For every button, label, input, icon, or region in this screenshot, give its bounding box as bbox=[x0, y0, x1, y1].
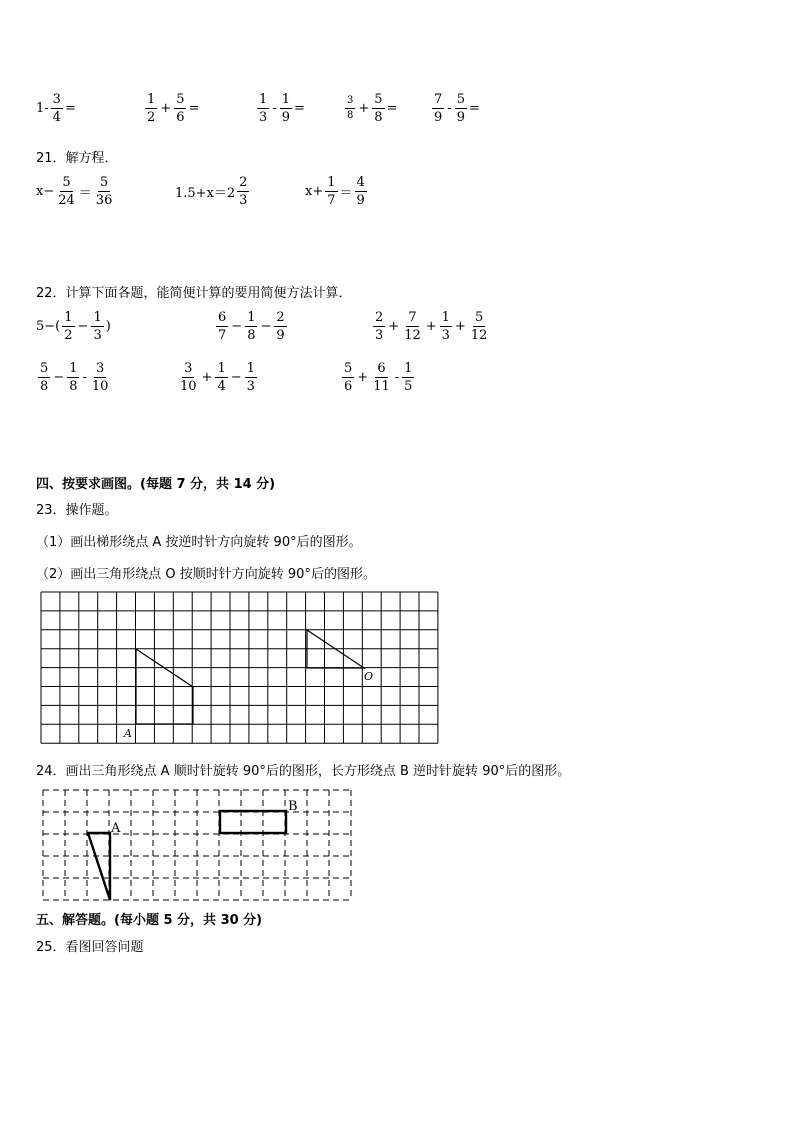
calc-expr-4: $\frac{5}{8}$ − $\frac{1}{8}$ - $\frac{3}{10}$ bbox=[40, 360, 109, 394]
fraction: $\frac{1}{8}$ bbox=[247, 309, 256, 343]
calc-expr-6: $\frac{5}{6}$ + $\frac{6}{11}$ - $\frac{1}{5}$ bbox=[344, 360, 413, 394]
expr-1-minus-3-4: 1- $\frac{3}{4}$ = bbox=[36, 91, 76, 125]
point-a-label: A bbox=[111, 821, 121, 836]
question-22-title: 22．计算下面各题，能简便计算的要用简便方法计算． bbox=[36, 286, 352, 301]
fraction: $\frac{2}{9}$ bbox=[276, 309, 285, 343]
point-b-label: B bbox=[288, 799, 298, 814]
rotation-grid-q24 bbox=[40, 788, 356, 904]
question-23-sub-2: （2）画出三角形绕点 O 按顺时针方向旋转 90°后的图形。 bbox=[36, 567, 376, 582]
fraction: $\frac{5}{8}$ bbox=[374, 91, 383, 125]
point-o-label: O bbox=[364, 670, 374, 683]
expr-3-8-plus-5-8: $\frac{3}{8}$ + $\frac{5}{8}$ = bbox=[347, 91, 398, 125]
calc-expr-3: $\frac{2}{3}$ + $\frac{7}{12}$ + $\frac{1}{3}$ + $\frac{5}{12}$ bbox=[375, 309, 488, 343]
fraction: $\frac{3}{10}$ bbox=[91, 360, 109, 394]
question-23-title: 23．操作题。 bbox=[36, 503, 118, 518]
fraction: $\frac{5}{36}$ bbox=[95, 174, 113, 208]
calc-expr-2: $\frac{6}{7}$ − $\frac{1}{8}$ − $\frac{2}{9}$ bbox=[218, 309, 285, 343]
fraction: $\frac{1}{3}$ bbox=[259, 91, 268, 125]
calc-expr-1: 5−( $\frac{1}{2}$ − $\frac{1}{3}$ ) bbox=[36, 309, 111, 343]
fraction: $\frac{3}{10}$ bbox=[180, 360, 197, 394]
question-25-title: 25．看图回答问题 bbox=[36, 940, 144, 955]
fraction: $\frac{1}{3}$ bbox=[93, 309, 102, 343]
question-23-sub-1: （1）画出梯形绕点 A 按逆时针方向旋转 90°后的图形。 bbox=[36, 535, 362, 550]
fraction: $\frac{1}{5}$ bbox=[404, 360, 413, 394]
fraction: $\frac{6}{7}$ bbox=[218, 309, 227, 343]
expr-7-9-minus-5-9: $\frac{7}{9}$ - $\frac{5}{9}$ = bbox=[434, 91, 480, 125]
fraction: $\frac{1}{4}$ bbox=[217, 360, 226, 394]
fraction: $\frac{5}{8}$ bbox=[40, 360, 49, 394]
fraction: $\frac{2}{3}$ bbox=[375, 309, 384, 343]
equation-3: x+ $\frac{1}{7}$ ＝ $\frac{4}{9}$ bbox=[305, 174, 365, 208]
equation-1: x− $\frac{5}{24}$ ＝ $\frac{5}{36}$ bbox=[36, 174, 113, 208]
fraction: $\frac{3}{4}$ bbox=[52, 91, 61, 125]
fraction: $\frac{1}{7}$ bbox=[327, 174, 336, 208]
fraction: $\frac{3}{8}$ bbox=[347, 94, 354, 121]
fraction: $\frac{1}{3}$ bbox=[441, 309, 450, 343]
fraction: $\frac{6}{11}$ bbox=[373, 360, 390, 394]
question-24-title: 24．画出三角形绕点 A 顺时针旋转 90°后的图形，长方形绕点 B 逆时针旋转 90°后的图形。 bbox=[36, 764, 571, 779]
expr-1-3-minus-1-9: $\frac{1}{3}$ - $\frac{1}{9}$ = bbox=[259, 91, 305, 125]
fraction: $\frac{1}{8}$ bbox=[69, 360, 78, 394]
fraction: $\frac{2}{3}$ bbox=[239, 174, 248, 208]
fraction: $\frac{7}{9}$ bbox=[434, 91, 443, 125]
equation-2: 1.5+x＝2 $\frac{2}{3}$ bbox=[175, 174, 248, 208]
rotation-grid-q23 bbox=[40, 590, 440, 746]
fraction: $\frac{1}{2}$ bbox=[147, 91, 156, 125]
fraction: $\frac{5}{6}$ bbox=[176, 91, 185, 125]
fraction: $\frac{4}{9}$ bbox=[356, 174, 365, 208]
question-21-title: 21．解方程． bbox=[36, 151, 118, 166]
triangle-shape bbox=[88, 833, 110, 900]
fraction: $\frac{1}{3}$ bbox=[246, 360, 255, 394]
fraction: $\frac{5}{24}$ bbox=[58, 174, 75, 208]
point-a-label: A bbox=[124, 727, 132, 740]
section-4-heading: 四、按要求画图。(每题 7 分，共 14 分) bbox=[36, 477, 276, 492]
fraction: $\frac{1}{9}$ bbox=[281, 91, 290, 125]
section-5-heading: 五、解答题。(每小题 5 分，共 30 分) bbox=[36, 913, 263, 928]
expr-1-2-plus-5-6: $\frac{1}{2}$ + $\frac{5}{6}$ = bbox=[147, 91, 200, 125]
calc-expr-5: $\frac{3}{10}$ + $\frac{1}{4}$ − $\frac{1}{3}$ bbox=[180, 360, 255, 394]
fraction: $\frac{5}{6}$ bbox=[344, 360, 353, 394]
rectangle-shape bbox=[220, 811, 286, 833]
fraction: $\frac{5}{12}$ bbox=[470, 309, 488, 343]
fraction: $\frac{7}{12}$ bbox=[404, 309, 421, 343]
fraction: $\frac{5}{9}$ bbox=[456, 91, 465, 125]
fraction: $\frac{1}{2}$ bbox=[64, 309, 73, 343]
